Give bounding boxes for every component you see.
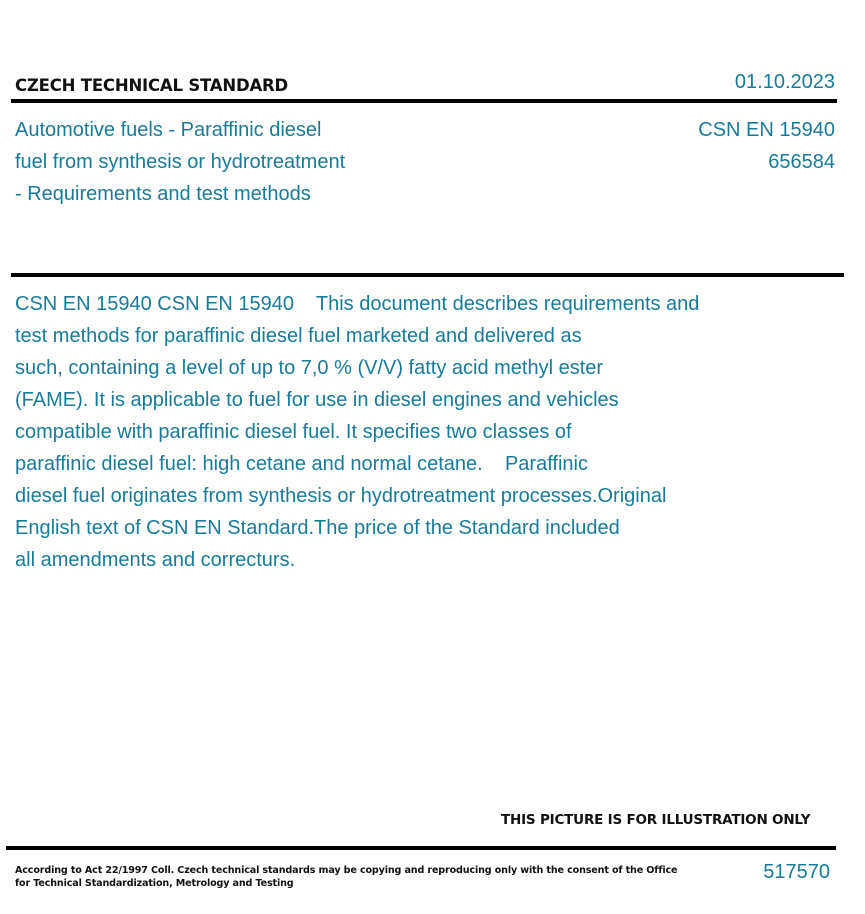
standard-description [15,288,699,576]
description-line: English text of CSN EN Standard.The price of the Standard included [15,517,620,539]
standard-title-line: fuel from synthesis or hydrotreatment [15,151,346,173]
standard-number: 656584 [768,151,835,173]
section-divider [11,273,844,277]
footer-divider [6,846,836,850]
product-id: 517570 [763,861,830,883]
description-line: diesel fuel originates from synthesis or hydrotreatment processes.Original [15,485,667,507]
legal-notice-line: for Technical Standardization, Metrology and Testing [15,878,294,889]
standard-code: CSN EN 15940 [698,119,835,141]
legal-notice-line: According to Act 22/1997 Coll. Czech technical standards may be copying and reproducing only with the consent of the Office [15,865,678,876]
description-line: such, containing a level of up to 7,0 % (V/V) fatty acid methyl ester [15,357,604,379]
header-divider [11,99,837,103]
description-line: (FAME). It is applicable to fuel for use in diesel engines and vehicles [15,389,619,411]
illustration-disclaimer: THIS PICTURE IS FOR ILLUSTRATION ONLY [501,812,811,828]
standard-title-line: - Requirements and test methods [15,183,311,205]
standard-title-line: Automotive fuels - Paraffinic diesel [15,119,322,141]
document-type-label: CZECH TECHNICAL STANDARD [15,76,289,95]
description-line: CSN EN 15940 CSN EN 15940 This document describes requirements and [15,293,700,315]
description-line: compatible with paraffinic diesel fuel. It specifies two classes of [15,421,572,443]
standard-identifiers [698,114,835,178]
description-line: paraffinic diesel fuel: high cetane and normal cetane. Paraffinic [15,453,588,475]
standard-title [15,114,345,210]
description-line: all amendments and correcturs. [15,549,296,571]
description-line: test methods for paraffinic diesel fuel marketed and delivered as [15,325,582,347]
publication-date: 01.10.2023 [734,71,835,93]
legal-notice [15,864,677,890]
